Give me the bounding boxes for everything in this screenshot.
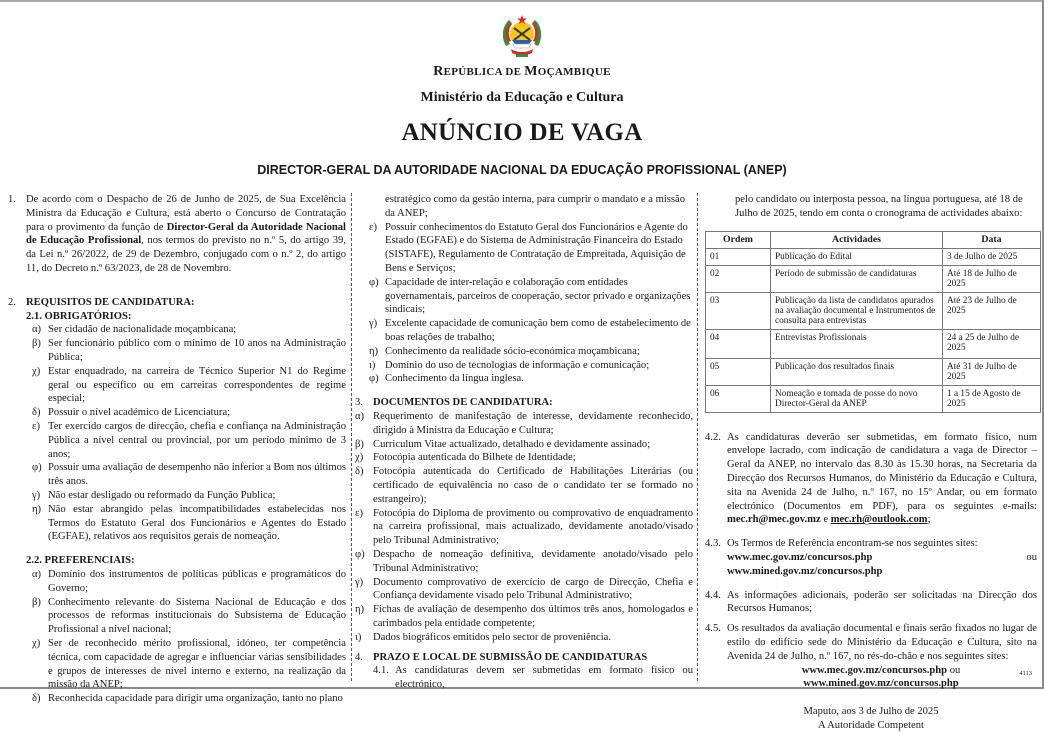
position-subtitle: DIRECTOR-GERAL DA AUTORIDADE NACIONAL DA EDUCAÇÃO PROFISSIONAL (ANEP) bbox=[257, 163, 787, 177]
list-item bbox=[369, 221, 693, 276]
subsection-4-1-continued: pelo candidato ou interposta pessoa, na língua portuguesa, até 18 de Julho de 2025, tendo em conta o cronograma de actividades abaixo: bbox=[735, 194, 1023, 219]
item-marker: δ) bbox=[32, 693, 41, 705]
subsection-number: 4.4. bbox=[705, 589, 721, 601]
preferential-requirements-list bbox=[32, 568, 346, 706]
item-text: Capacidade de inter-relação e colaboração com entidades governamentais, parceiros de cooperação, sector privado e organizações sindicais; bbox=[385, 276, 691, 316]
item-text: Conhecimento relevante do Sistema Nacional de Educação e dos processos de reformas institucionais do Subsistema de Educação Profissional a nível nacional; bbox=[48, 596, 346, 636]
item-text: Ser funcionário público com o mínimo de 10 anos na Administração Pública; bbox=[48, 338, 346, 363]
column-header-order: Ordem bbox=[706, 231, 771, 248]
item-text: Ter exercido cargos de direcção, chefia e confiança na Administração Pública a nível central ou provincial, por um período mínimo de 3 anos; bbox=[48, 420, 346, 460]
list-item bbox=[32, 337, 346, 365]
list-item bbox=[32, 461, 346, 489]
mandatory-requirements-list bbox=[32, 323, 346, 544]
item-text: Fotocópia do Diploma de provimento ou comprovativo de enquadramento na carreira profissional, mais actualizado, devidamente anotado/visado pelo Tribunal Administrativo; bbox=[373, 507, 693, 547]
item-text: Fotocópia autenticada do Certificado de Habilitações Literárias (ou certificado de equivalência no caso de o candidato ter se formado no estrangeiro); bbox=[373, 466, 693, 505]
subsection-text: Os resultados da avaliação documental e finais serão fixados no lugar de estilo do edifício sede do Ministério da Educação e Cultura, sito na Avenida 24 de Julho, n.º 167, no rés-do-chão e nos seguintes sites: bbox=[727, 623, 1037, 662]
item-text: Excelente capacidade de comunicação bem como de estabelecimento de boas relações de trabalho; bbox=[385, 318, 691, 343]
section-number: 4. bbox=[355, 651, 363, 663]
republic-text: EPÚBLICA DE bbox=[443, 66, 525, 78]
signing-authority: A Autoridade Competent bbox=[818, 719, 924, 731]
list-item bbox=[355, 465, 693, 506]
list-item bbox=[32, 568, 346, 596]
table-row bbox=[706, 358, 1041, 385]
republic-initial: R bbox=[433, 64, 444, 79]
item-text: Domínio do uso de tecnologias de informação e comunicação; bbox=[385, 359, 650, 371]
item-text: Possuir o nível académico de Licenciatura; bbox=[48, 407, 231, 419]
section-title: DOCUMENTOS DE CANDIDATURA: bbox=[373, 397, 553, 409]
section-1-text bbox=[26, 193, 346, 276]
item-marker: δ) bbox=[32, 407, 41, 419]
schedule-table bbox=[705, 231, 1041, 413]
page-title: ANÚNCIO DE VAGA bbox=[401, 119, 643, 146]
item-marker bbox=[369, 193, 385, 221]
item-text: estratégico como da gestão interna, para cumprir o mandato e a missão da ANEP; bbox=[385, 194, 686, 219]
list-item bbox=[369, 193, 693, 221]
subsection-4-5 bbox=[705, 622, 1037, 663]
cell-order: 01 bbox=[706, 248, 771, 265]
cell-activity: Publicação do Edital bbox=[771, 248, 943, 265]
list-item bbox=[355, 438, 693, 452]
subsection-4-3 bbox=[705, 537, 1037, 578]
item-text: Requerimento de manifestação de interesse, devidamente reconhecido, dirigido à Ministra da Educação e Cultura; bbox=[373, 410, 693, 436]
table-row bbox=[706, 292, 1041, 329]
column-2 bbox=[355, 193, 693, 692]
table-header-row bbox=[706, 231, 1041, 248]
republic-heading bbox=[0, 64, 1044, 80]
list-item bbox=[369, 276, 693, 317]
item-marker: γ) bbox=[369, 318, 378, 330]
column-header-date: Data bbox=[943, 231, 1041, 248]
item-marker: β) bbox=[355, 438, 364, 450]
table-row bbox=[706, 329, 1041, 358]
subsection-4-1 bbox=[373, 664, 693, 692]
item-text: Possuir conhecimentos do Estatuto Geral dos Funcionários e Agente do Estado (EGFAE) e do Sistema de Administração Financeira do Estado (SISTAFE), Regulamento de Contratação de Empreitada, Aquisição de Bens e Serviços; bbox=[385, 221, 688, 274]
page-frame-top bbox=[0, 0, 1044, 2]
item-text: Não estar abrangido pelas incompatibilidades estabelecidas nos Termos do Estatuto Geral dos Funcionários e Agentes do Estado (EGFAE), relativos aos requisitos gerais de nomeação. bbox=[48, 503, 346, 543]
intro-position-name: Director-Geral da Autoridade Nacional de Educação Profissional bbox=[26, 221, 347, 247]
terms-of-reference-text: Os Termos de Referência encontram-se nos seguintes sites: bbox=[727, 538, 978, 550]
list-item bbox=[32, 489, 346, 503]
item-marker: χ) bbox=[32, 365, 41, 377]
email-link-mec[interactable]: mec.rh@mec.gov.mz bbox=[727, 514, 821, 526]
item-marker: ε) bbox=[32, 420, 40, 432]
item-text: Despacho de nomeação definitiva, devidamente anotado/visado pelo Tribunal Administrativo; bbox=[373, 548, 693, 574]
cell-date: Até 23 de Julho de 2025 bbox=[943, 292, 1041, 329]
item-marker: φ) bbox=[355, 548, 365, 560]
item-marker: ι) bbox=[369, 359, 376, 371]
list-item bbox=[369, 372, 693, 386]
column-divider bbox=[351, 193, 352, 681]
cell-activity: Publicação da lista de candidatos apurados na avaliação documental e Instrumentos de consulta para entrevistas bbox=[771, 292, 943, 329]
conjunction: ou bbox=[947, 664, 961, 676]
documents-list bbox=[355, 410, 693, 645]
subsection-number: 4.3. bbox=[705, 538, 721, 550]
item-text: Curriculum Vitae actualizado, detalhado e devidamente assinado; bbox=[373, 438, 651, 450]
intro-text: De acordo com o Despacho de 26 de Junho de 2025, de Sua Excelência Ministra da Educação e Cultura, está aberto o Concurso de Contratação para o provimento da função de bbox=[26, 194, 346, 233]
list-item bbox=[355, 548, 693, 576]
item-marker: β) bbox=[32, 338, 41, 350]
item-text: Ser cidadão de nacionalidade moçambicana; bbox=[48, 324, 237, 336]
table-row bbox=[706, 385, 1041, 412]
section-2-heading bbox=[8, 296, 346, 310]
column-header-activities: Actividades bbox=[771, 231, 943, 248]
cell-date: Até 18 de Julho de 2025 bbox=[943, 265, 1041, 292]
item-marker: χ) bbox=[32, 637, 41, 649]
item-marker: β) bbox=[32, 596, 41, 608]
cell-order: 03 bbox=[706, 292, 771, 329]
coat-of-arms-icon bbox=[499, 12, 545, 60]
url-link-mined[interactable]: www.mined.gov.mz/concursos.php bbox=[727, 565, 883, 577]
subsection-number: 4.5. bbox=[705, 623, 721, 635]
cell-date: 24 a 25 de Julho de 2025 bbox=[943, 329, 1041, 358]
item-marker: ε) bbox=[369, 221, 377, 233]
item-marker: α) bbox=[32, 324, 42, 336]
column-1 bbox=[8, 193, 346, 706]
cell-order: 06 bbox=[706, 385, 771, 412]
conjunction: ou bbox=[872, 551, 1037, 563]
item-marker: φ) bbox=[32, 462, 42, 474]
item-text: Fichas de avaliação de desempenho dos últimos três anos, homologados e carimbados pela entidade competente; bbox=[373, 604, 693, 629]
list-item bbox=[355, 410, 693, 438]
item-marker: η) bbox=[32, 503, 42, 515]
list-item bbox=[369, 345, 693, 359]
place-and-date: Maputo, aos 3 de Julho de 2025 bbox=[803, 706, 939, 718]
subsection-text bbox=[727, 431, 1037, 528]
item-marker: ι) bbox=[355, 631, 362, 643]
punctuation: ; bbox=[927, 514, 931, 526]
closing-block bbox=[705, 705, 1037, 733]
ministry-heading: Ministério da Educação e Cultura bbox=[420, 90, 624, 105]
item-text: Documento comprovativo de exercício de cargo de Direcção, Chefia e Confiança devidamente visado pelo Tribunal Administrativo; bbox=[373, 576, 693, 602]
item-marker: η) bbox=[355, 604, 365, 616]
cell-date: 3 de Julho de 2025 bbox=[943, 248, 1041, 265]
list-item bbox=[32, 323, 346, 337]
email-link-outlook[interactable]: mec.rh@outlook.com bbox=[830, 514, 928, 526]
list-item bbox=[355, 507, 693, 548]
url-link-mined[interactable]: www.mined.gov.mz/concursos.php bbox=[803, 678, 959, 690]
item-text: Dados biográficos emitidos pelo sector de proveniência. bbox=[373, 631, 611, 643]
item-marker: γ) bbox=[355, 576, 364, 588]
section-1-intro bbox=[8, 193, 346, 276]
url-link-mec[interactable]: www.mec.gov.mz/concursos.php bbox=[801, 664, 948, 676]
table-row bbox=[706, 265, 1041, 292]
cell-date: Até 31 de Julho de 2025 bbox=[943, 358, 1041, 385]
section-number: 3. bbox=[355, 397, 363, 409]
item-marker: α) bbox=[32, 568, 42, 580]
item-text: Ser de reconhecido mérito profissional, idóneo, ter competência técnica, com capacidade de agregar e influenciar várias sensibilidades e grupos de interesses de nível interno e externo, na realização da missão da ANEP; bbox=[48, 637, 346, 691]
subsection-2-2-heading: 2.2. PREFERENCIAIS: bbox=[26, 555, 135, 567]
section-title: PRAZO E LOCAL DE SUBMISSÃO DE CANDIDATURAS bbox=[373, 651, 648, 663]
conjunction: e bbox=[820, 514, 831, 526]
cell-activity: Publicação dos resultados finais bbox=[771, 358, 943, 385]
item-marker: χ) bbox=[355, 452, 364, 464]
item-marker: α) bbox=[355, 410, 365, 422]
item-marker: γ) bbox=[32, 489, 41, 501]
table-row bbox=[706, 248, 1041, 265]
republic-initial-m: M bbox=[524, 64, 538, 79]
list-item bbox=[369, 359, 693, 373]
list-item bbox=[32, 503, 346, 544]
list-item bbox=[32, 365, 346, 406]
cell-order: 05 bbox=[706, 358, 771, 385]
item-text: Não estar desligado ou reformado da Função Publica; bbox=[48, 489, 276, 501]
list-item bbox=[32, 406, 346, 420]
section-3-heading bbox=[355, 396, 693, 410]
item-marker: ε) bbox=[355, 507, 363, 519]
section-4-heading bbox=[355, 651, 693, 665]
submission-instructions: As candidaturas deverão ser submetidas, em formato físico, num envelope lacrado, com indicação de candidatura a vaga de Director –Geral da ANEP, no intervalo das 8.30 às 15.30 horas, na Secretaria da Direcção dos Recursos Humanos, do Ministério da Educação e Cultura, sita na Avenida 24 de Julho, n.º 167, no 15º Andar, ou em formato electrónico (Documentos em PDF), para os seguintes e-mails: bbox=[727, 431, 1037, 512]
subsection-text: As informações adicionais, poderão ser solicitadas na Direcção dos Recursos Humanos; bbox=[727, 589, 1037, 615]
list-item bbox=[369, 317, 693, 345]
column-divider bbox=[697, 193, 698, 681]
item-text: Conhecimento da língua inglesa. bbox=[385, 373, 524, 385]
preferential-requirements-list-continued bbox=[369, 193, 693, 386]
subsection-2-1-heading: 2.1. OBRIGATÓRIOS: bbox=[26, 310, 132, 322]
item-marker: η) bbox=[369, 345, 379, 357]
item-text: Reconhecida capacidade para dirigir uma organização, tanto no plano bbox=[48, 693, 343, 705]
list-item bbox=[32, 420, 346, 461]
subsection-4-2 bbox=[705, 431, 1037, 528]
item-text: Conhecimento da realidade sócio-económica moçambicana; bbox=[385, 345, 640, 357]
subsection-4-4 bbox=[705, 589, 1037, 617]
results-urls bbox=[725, 664, 1037, 692]
list-item bbox=[355, 631, 693, 645]
page-code: 4113 bbox=[1019, 670, 1032, 677]
url-link-mec[interactable]: www.mec.gov.mz/concursos.php bbox=[727, 551, 873, 563]
item-text: Fotocópia autenticada do Bilhete de Identidade; bbox=[373, 452, 576, 464]
item-marker: δ) bbox=[355, 466, 364, 478]
section-number: 1. bbox=[8, 194, 16, 205]
item-marker: φ) bbox=[369, 276, 379, 288]
item-text: Domínio dos instrumentos de políticas públicas e programáticos do Governo; bbox=[48, 568, 346, 594]
cell-activity: Entrevistas Profissionais bbox=[771, 329, 943, 358]
list-item bbox=[355, 451, 693, 465]
column-3 bbox=[705, 193, 1037, 733]
item-text: Possuir uma avaliação de desempenho não inferior a Bom nos últimos três anos. bbox=[48, 462, 346, 488]
cell-order: 02 bbox=[706, 265, 771, 292]
list-item bbox=[32, 596, 346, 637]
list-item bbox=[32, 692, 346, 706]
list-item bbox=[355, 603, 693, 631]
cell-activity: Período de submissão de candidaturas bbox=[771, 265, 943, 292]
cell-activity: Nomeação e tomada de posse do novo Director-Geral da ANEP bbox=[771, 385, 943, 412]
cell-date: 1 a 15 de Agosto de 2025 bbox=[943, 385, 1041, 412]
section-number: 2. bbox=[8, 296, 16, 308]
item-marker: φ) bbox=[369, 373, 379, 385]
cell-order: 04 bbox=[706, 329, 771, 358]
subsection-text: As candidaturas devem ser submetidas em formato físico ou electrónico, bbox=[395, 665, 693, 691]
republic-text-rest: OÇAMBIQUE bbox=[537, 66, 611, 78]
subsection-text bbox=[727, 537, 1037, 578]
list-item bbox=[32, 637, 346, 692]
section-title: REQUISITOS DE CANDIDATURA: bbox=[26, 296, 195, 308]
subsection-number: 4.1. bbox=[373, 665, 389, 677]
intro-legal-text: , nos termos do previsto no n.º 5, do artigo 39, da Lei n.º 26/2022, de 29 de Dezembro, conjugado com o n.º 2, do artigo 11, do Decreto n.º 63/2023, de 28 de Novembro. bbox=[26, 235, 346, 274]
subsection-number: 4.2. bbox=[705, 431, 721, 443]
item-text: Estar enquadrado, na carreira de Técnico Superior N1 do Regime geral ou específico ou em carreiras correspondentes de regime especial; bbox=[48, 365, 346, 405]
list-item bbox=[355, 576, 693, 604]
